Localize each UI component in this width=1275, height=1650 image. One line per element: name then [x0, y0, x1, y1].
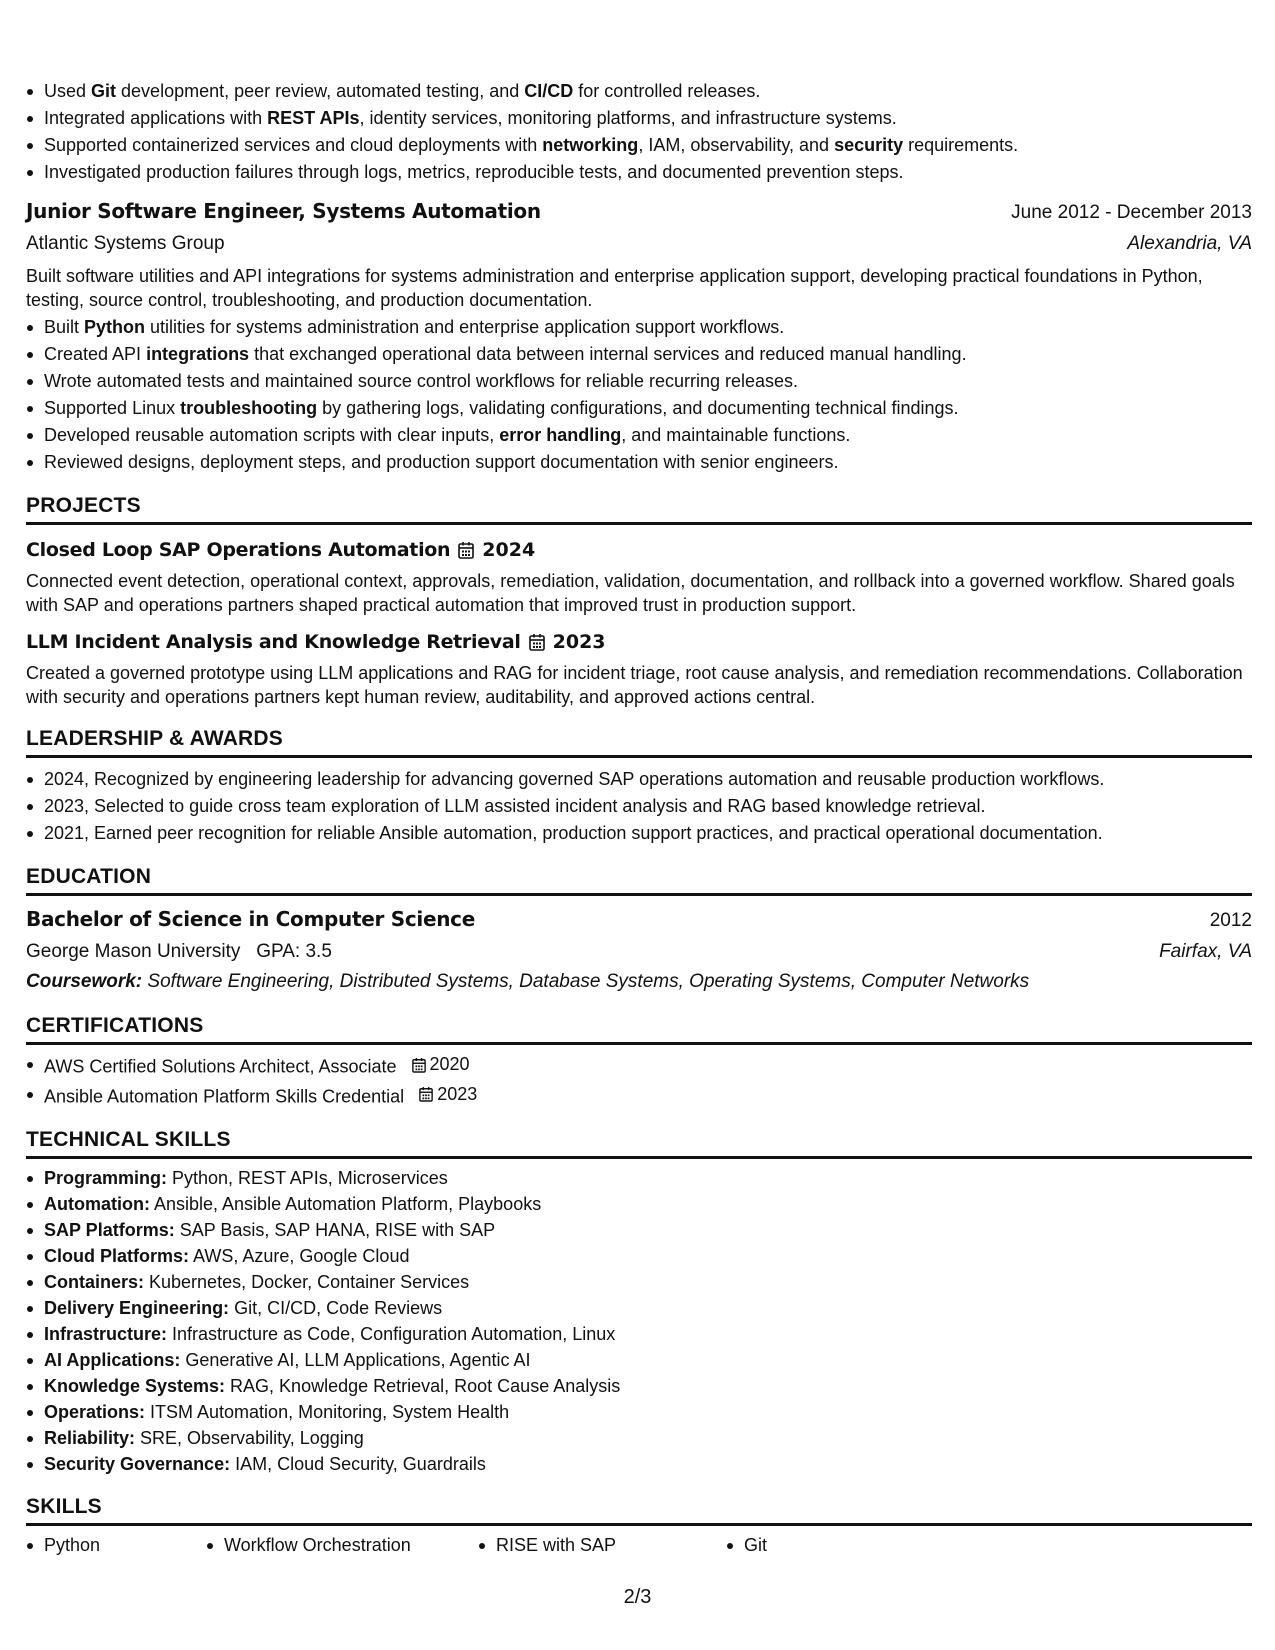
cert-year: 2020 — [429, 1054, 470, 1074]
list-item: Developed reusable automation scripts with clear inputs, error handling, and maintainable functions. — [44, 422, 1252, 449]
previous-job-bullets — [26, 78, 1252, 186]
project-year: 2023 — [552, 631, 606, 653]
list-item: 2024, Recognized by engineering leadership for advancing governed SAP operations automation and reusable production workflows. — [44, 766, 1252, 793]
list-item: RISE with SAP — [496, 1532, 726, 1559]
cert-name: AWS Certified Solutions Architect, Associate — [44, 1056, 397, 1077]
list-item: Supported containerized services and cloud deployments with networking, IAM, observability, and security requirements. — [44, 132, 1252, 159]
school-info — [26, 936, 332, 968]
list-item: Supported Linux troubleshooting by gathering logs, validating configurations, and documenting technical findings. — [44, 395, 1252, 422]
skills-row — [26, 1532, 1252, 1559]
list-item: Reliability: SRE, Observability, Logging — [44, 1425, 1252, 1451]
education-subheader — [26, 936, 1252, 968]
calendar-icon — [529, 633, 545, 651]
list-item: Reviewed designs, deployment steps, and production support documentation with senior engineers. — [44, 449, 1252, 476]
school-name: George Mason University — [26, 941, 241, 962]
skills-column — [206, 1532, 478, 1559]
list-item — [44, 1051, 1252, 1081]
certifications-list — [26, 1051, 1252, 1110]
list-item: Containers: Kubernetes, Docker, Container Services — [44, 1269, 1252, 1295]
list-item: Cloud Platforms: AWS, Azure, Google Cloud — [44, 1243, 1252, 1269]
education-header — [26, 904, 1252, 936]
job-bullets — [26, 314, 1252, 476]
school-location: Fairfax, VA — [1159, 941, 1252, 962]
list-item: Investigated production failures through logs, metrics, reproducible tests, and documented prevention steps. — [44, 159, 1252, 186]
resume-page — [26, 78, 1252, 1559]
list-item: Wrote automated tests and maintained source control workflows for reliable recurring releases. — [44, 368, 1252, 395]
calendar-icon — [419, 1086, 433, 1102]
coursework-list: Software Engineering, Distributed Systems, Database Systems, Operating Systems, Computer Networks — [147, 971, 1030, 992]
skills-column — [478, 1532, 726, 1559]
list-item: SAP Platforms: SAP Basis, SAP HANA, RISE with SAP — [44, 1217, 1252, 1243]
section-heading-awards: LEADERSHIP & AWARDS — [26, 725, 1252, 758]
skills-column — [726, 1532, 767, 1559]
list-item: Created API integrations that exchanged operational data between internal services and reduced manual handling. — [44, 341, 1252, 368]
cert-date — [412, 1051, 470, 1078]
job-subheader — [26, 228, 1252, 260]
list-item: AI Applications: Generative AI, LLM Applications, Agentic AI — [44, 1347, 1252, 1373]
coursework-label: Coursework: — [26, 971, 143, 992]
project-title: LLM Incident Analysis and Knowledge Retrieval — [26, 631, 521, 653]
project-title: Closed Loop SAP Operations Automation — [26, 539, 451, 561]
coursework — [26, 968, 1252, 996]
list-item: Integrated applications with REST APIs, identity services, monitoring platforms, and infrastructure systems. — [44, 105, 1252, 132]
list-item: Python — [44, 1532, 206, 1559]
page-number: 2/3 — [623, 1586, 652, 1608]
list-item: Infrastructure: Infrastructure as Code, Configuration Automation, Linux — [44, 1321, 1252, 1347]
section-heading-certifications: CERTIFICATIONS — [26, 1012, 1252, 1045]
calendar-icon — [412, 1057, 426, 1073]
list-item: Security Governance: IAM, Cloud Security, Guardrails — [44, 1451, 1252, 1477]
calendar-icon — [458, 541, 474, 559]
list-item: Programming: Python, REST APIs, Microservices — [44, 1165, 1252, 1191]
job-summary: Built software utilities and API integrations for systems administration and enterprise application support, developing practical foundations in Python, testing, source control, troubleshooting, and production documentation. — [26, 266, 1203, 310]
job-header — [26, 196, 1252, 228]
cert-name: Ansible Automation Platform Skills Credential — [44, 1086, 405, 1106]
list-item: Delivery Engineering: Git, CI/CD, Code Reviews — [44, 1295, 1252, 1321]
section-heading-technical-skills: TECHNICAL SKILLS — [26, 1126, 1252, 1159]
list-item: Knowledge Systems: RAG, Knowledge Retrieval, Root Cause Analysis — [44, 1373, 1252, 1399]
list-item: Automation: Ansible, Ansible Automation Platform, Playbooks — [44, 1191, 1252, 1217]
cert-year: 2023 — [437, 1083, 478, 1104]
degree-title: Bachelor of Science in Computer Science — [26, 907, 475, 931]
list-item — [44, 1081, 1252, 1111]
section-heading-skills: SKILLS — [26, 1493, 1252, 1526]
list-item: Workflow Orchestration — [224, 1532, 478, 1559]
gpa: GPA: 3.5 — [256, 941, 332, 962]
project-header — [26, 535, 1252, 565]
skills-column — [26, 1532, 206, 1559]
list-item: Operations: ITSM Automation, Monitoring, System Health — [44, 1399, 1252, 1425]
awards-list — [26, 766, 1252, 847]
list-item: 2023, Selected to guide cross team exploration of LLM assisted incident analysis and RAG based knowledge retrieval. — [44, 793, 1252, 820]
technical-skills-list — [26, 1165, 1252, 1477]
company-name: Atlantic Systems Group — [26, 233, 225, 254]
list-item: Used Git development, peer review, automated testing, and CI/CD for controlled releases. — [44, 78, 1252, 105]
project-header — [26, 627, 1252, 657]
graduation-year: 2012 — [1209, 910, 1252, 931]
cert-date — [419, 1081, 477, 1108]
project-year: 2024 — [482, 539, 536, 561]
section-heading-education: EDUCATION — [26, 863, 1252, 896]
list-item: 2021, Earned peer recognition for reliable Ansible automation, production support practices, and practical operational documentation. — [44, 820, 1252, 847]
section-heading-projects: PROJECTS — [26, 492, 1252, 525]
job-title: Junior Software Engineer, Systems Automation — [26, 199, 541, 223]
project-description: Created a governed prototype using LLM applications and RAG for incident triage, root cause analysis, and remediation recommendations. Collaboration with security and operations partners kept human review, auditability, and approved actions central. — [26, 663, 1243, 707]
project-description: Connected event detection, operational context, approvals, remediation, validation, documentation, and rollback into a governed workflow. Shared goals with SAP and operations partners shaped practical automation that improved trust in production support. — [26, 571, 1235, 615]
list-item: Built Python utilities for systems administration and enterprise application support workflows. — [44, 314, 1252, 341]
job-location: Alexandria, VA — [1127, 233, 1252, 254]
job-dates: June 2012 - December 2013 — [1011, 202, 1252, 223]
list-item: Git — [744, 1532, 767, 1559]
